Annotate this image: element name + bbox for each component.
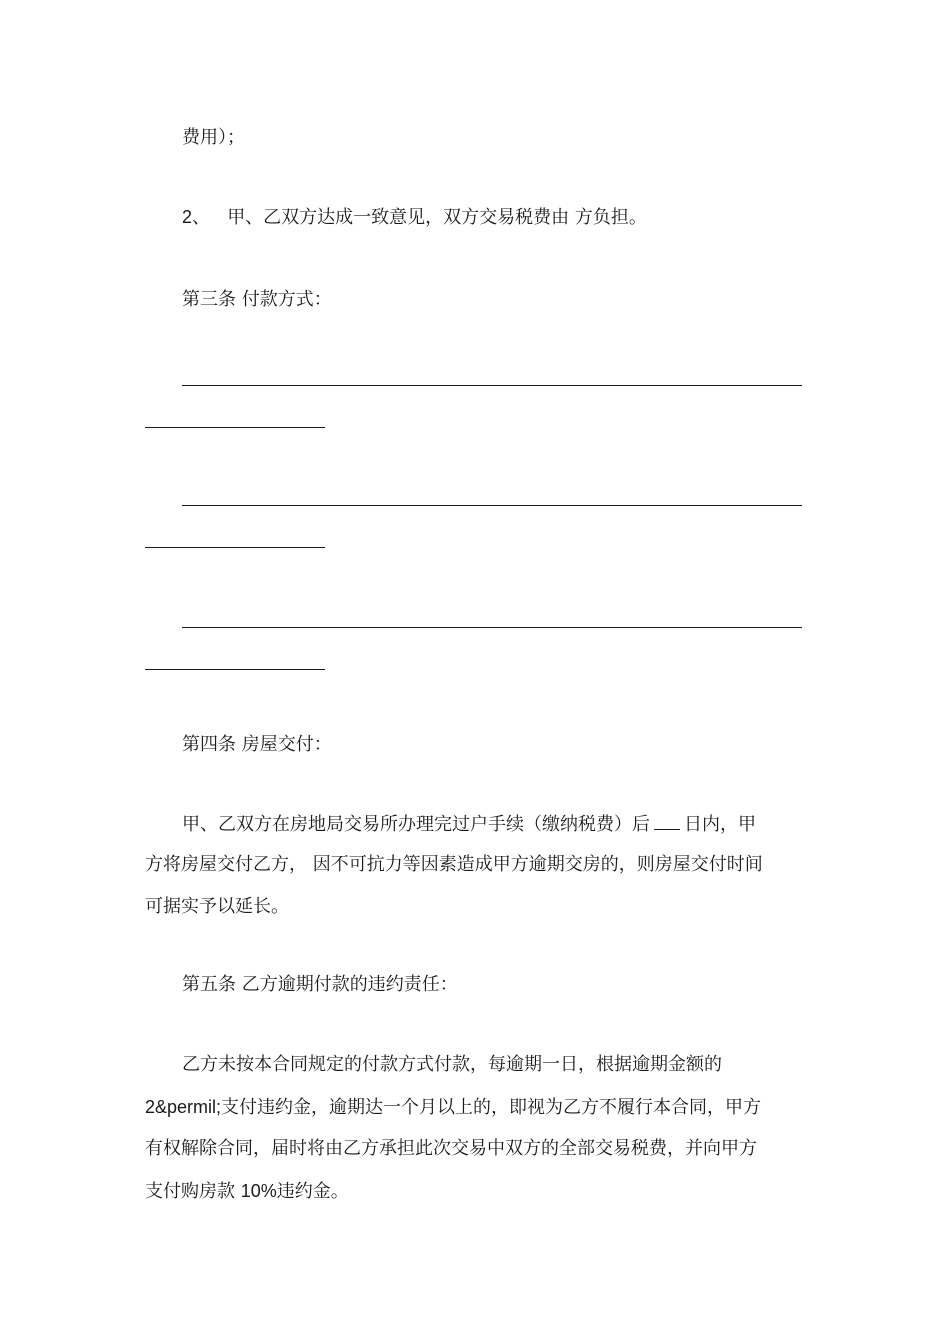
article-5-line-3: 有权解除合同，届时将由乙方承担此次交易中双方的全部交易税费，并向甲方 — [145, 1138, 757, 1159]
fill-line — [145, 427, 325, 428]
text-segment: 违约金。 — [276, 1181, 349, 1202]
item-number: 2、 — [182, 207, 211, 227]
text-segment: 支付违约金，逾期达一个月以上的，即视为乙方不履行本合同，甲方 — [221, 1097, 762, 1118]
article-4-title: 第四条 房屋交付： — [182, 734, 332, 755]
article-3-title: 第三条 付款方式： — [182, 289, 332, 310]
item-text: 甲、乙双方达成一致意见，双方交易税费由 方负担。 — [227, 207, 647, 228]
text-segment: 甲、乙双方在房地局交易所办理完过户手续（缴纳税费）后 — [182, 814, 650, 835]
fill-line — [182, 505, 802, 506]
article-5-line-2 — [145, 1095, 761, 1120]
article-4-line-1 — [182, 811, 756, 837]
article-4-line-2: 方将房屋交付乙方， 因不可抗力等因素造成甲方逾期交房的，则房屋交付时间 — [145, 854, 763, 875]
blank-days — [654, 811, 680, 830]
text-segment: 10% — [240, 1181, 277, 1201]
text-segment: 日内，甲 — [684, 814, 756, 835]
article-5-line-4 — [145, 1179, 349, 1204]
text-segment: 2&permil; — [145, 1097, 222, 1117]
article-4-line-3: 可据实予以延长。 — [145, 896, 289, 917]
fill-line — [145, 669, 325, 670]
fill-line — [182, 627, 802, 628]
fill-line — [182, 385, 802, 386]
fill-line — [145, 547, 325, 548]
paragraph-item-2 — [182, 205, 647, 230]
article-5-line-1: 乙方未按本合同规定的付款方式付款，每逾期一日，根据逾期金额的 — [182, 1054, 722, 1075]
article-5-title: 第五条 乙方逾期付款的违约责任： — [182, 974, 458, 995]
text-segment: 支付购房款 — [145, 1181, 241, 1202]
paragraph-fee-end: 费用）； — [182, 127, 245, 148]
